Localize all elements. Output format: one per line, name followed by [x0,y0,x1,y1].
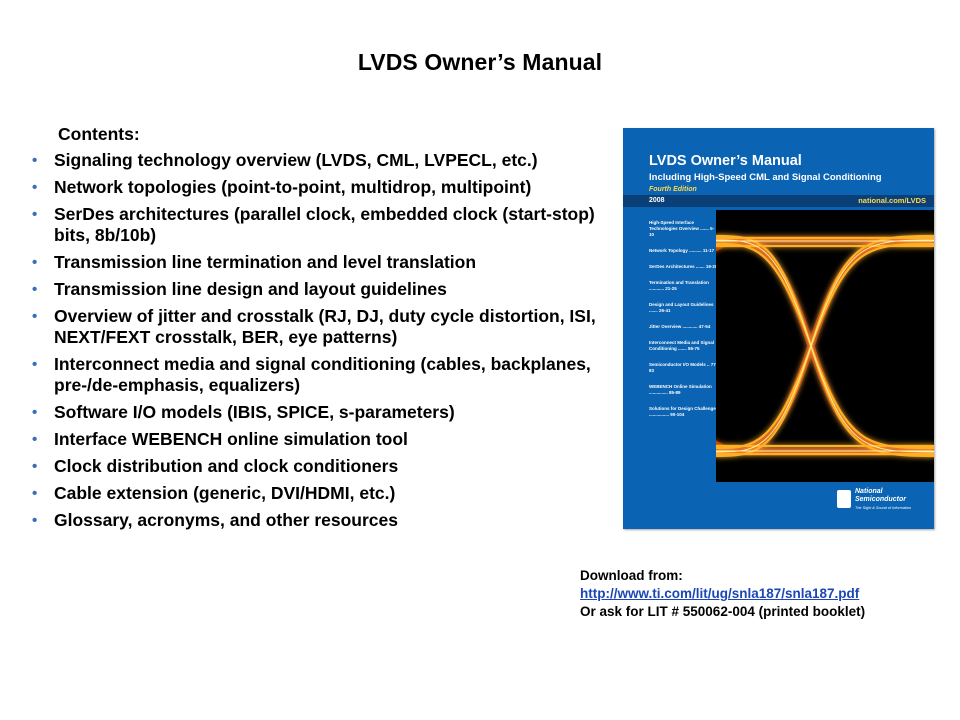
list-item [26,483,606,504]
list-item [26,510,606,531]
bullet-icon: • [32,431,38,448]
list-item [26,279,606,300]
cover-logo-text: National Semiconductor [855,488,906,503]
cover-toc-item: Termination and Translation ............ 21-25 [649,280,709,291]
list-item [26,354,606,396]
cover-toc-item: Solutions for Design Challenges ................ 90-104 [649,406,719,417]
list-item [26,456,606,477]
cover-toc-item: Jitter Overview ............ 47-54 [649,324,711,329]
bullet-icon: • [32,179,38,196]
slide-title: LVDS Owner’s Manual [357,49,603,75]
bullet-icon: • [32,254,38,271]
booklet-note: Or ask for LIT # 550062-004 (printed booklet) [580,604,866,619]
cover-title: LVDS Owner’s Manual [649,153,802,169]
cover-year: 2008 [649,197,665,204]
list-item-text: Interface WEBENCH online simulation tool [54,429,408,449]
list-item [26,177,606,198]
bullet-icon: • [32,206,38,223]
cover-url: national.com/LVDS [858,196,926,205]
list-item-text: Cable extension (generic, DVI/HDMI, etc.) [54,483,396,503]
download-note [580,567,865,621]
list-item [26,150,606,171]
eye-diagram-graphic [716,210,934,482]
list-item [26,204,606,246]
cover-toc-item: Semiconductor I/O Models .. 77-83 [649,362,718,373]
bullet-icon: • [32,356,38,373]
list-item-text: Software I/O models (IBIS, SPICE, s-parameters) [54,402,455,422]
cover-edition: Fourth Edition [649,186,697,193]
contents-list [26,150,606,537]
cover-toc-item: Design and Layout Guidelines ....... 26-41 [649,302,714,313]
list-item [26,429,606,450]
cover-subtitle: Including High-Speed CML and Signal Conditioning [649,172,882,183]
cover-toc [649,220,719,428]
list-item [26,306,606,348]
national-logo-icon [837,490,851,508]
cover-logo-tagline: The Sight & Sound of Information [855,506,912,510]
cover-toc-item: Network Topology .......... 11-17 [649,248,715,253]
list-item-text: Transmission line termination and level translation [54,252,477,272]
cover-toc-item: High-Speed Interface Technologies Overview ....... 5-10 [649,220,715,237]
download-label: Download from: [580,568,683,583]
bullet-icon: • [32,152,38,169]
list-item-text: Signaling technology overview (LVDS, CML, LVPECL, etc.) [54,150,538,170]
list-item-text: Overview of jitter and crosstalk (RJ, DJ, duty cycle distortion, ISI, NEXT/FEXT crosstalk, BER, eye patterns) [54,306,596,347]
list-item [26,402,606,423]
cover-toc-item: WEBENCH Online Simulation ............... 85-89 [649,384,712,395]
list-item-text: Interconnect media and signal conditioning (cables, backplanes, pre-/de-emphasis, equalizers) [54,354,591,395]
bullet-icon: • [32,485,38,502]
bullet-icon: • [32,281,38,298]
contents-label: Contents: [58,124,140,144]
download-link[interactable]: http://www.ti.com/lit/ug/snla187/snla187.pdf [580,586,860,601]
list-item-text: Glossary, acronyms, and other resources [54,510,398,530]
list-item-text: Network topologies (point-to-point, multidrop, multipoint) [54,177,532,197]
cover-toc-item: Interconnect Media and Signal Conditioning ....... 55-75 [649,340,715,351]
list-item-text: SerDes architectures (parallel clock, embedded clock (start-stop) bits, 8b/10b) [54,204,595,245]
list-item-text: Clock distribution and clock conditioners [54,456,399,476]
book-cover-image [623,128,934,529]
bullet-icon: • [32,308,38,325]
bullet-icon: • [32,458,38,475]
list-item [26,252,606,273]
cover-toc-item: SerDes Architectures ....... 19-20 [649,264,718,269]
bullet-icon: • [32,512,38,529]
list-item-text: Transmission line design and layout guidelines [54,279,447,299]
bullet-icon: • [32,404,38,421]
